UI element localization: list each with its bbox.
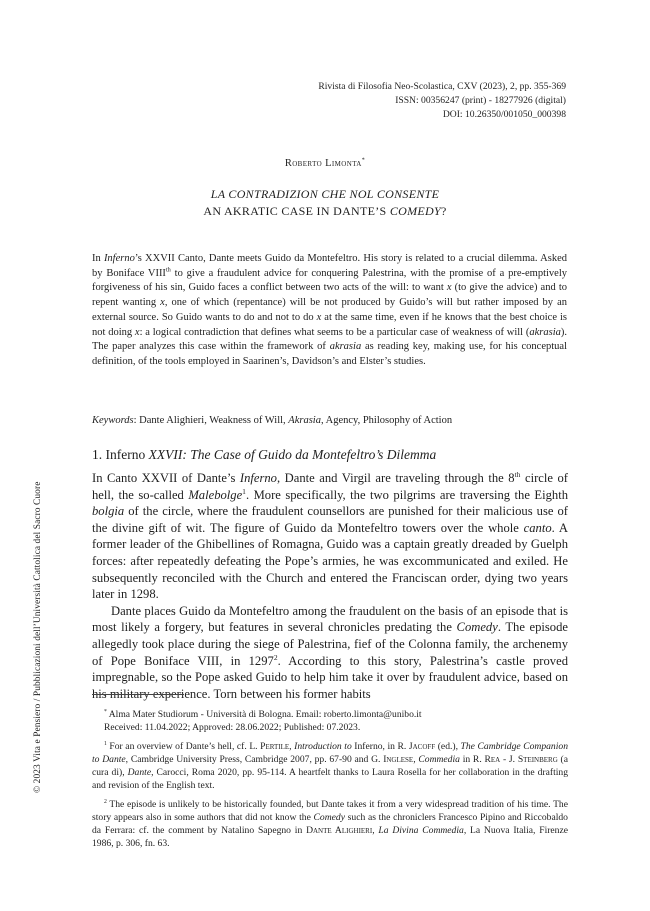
footnote-dates: Received: 11.04.2022; Approved: 28.06.2022; Published: 07.2023.: [104, 722, 361, 733]
copyright-text: © 2023 Vita e Pensiero / Pubblicazioni dell’Università Cattolica del Sacro Cuore: [33, 481, 43, 793]
journal-header: [318, 80, 566, 122]
footnote-divider: [92, 694, 184, 695]
paragraph-2: Dante places Guido da Montefeltro among the fraudulent on the basis of an episode that is most likely a forgery, but features in several chronicles predating the Comedy. The episode allegedly took place during the siege of Palestrina, fief of the Colonna family, the archenemy of Pope Boniface VIII, in 1297$^2$. According to this story, Palestrina’s castle proved impregnable, so the Pope asked Guido to help him take it over by fraudulent advice, based on his military experience. Torn between his former habits: [92, 603, 568, 701]
title-line-2-suffix: ?: [440, 204, 447, 218]
body-text: [92, 470, 568, 702]
author-name: [0, 158, 650, 169]
paragraph-1: In Canto XXVII of Dante’s Inferno, Dante and Virgil are traveling through the 8th circle of hell, the so-called Malebolge$^1$. More specifically, the two pilgrims are traversing the Eighth bolgia of the circle, where the fraudulent counsellors are punished for their malicious use of the divine gift of wit. The figure of Guido da Montefeltro towers over the whole canto. A former leader of the Ghibellines of Romagna, Guido was a captain greatly dreaded by Guelph forces: after repeatedly defeating the Pope’s armies, he was excommunicated and exiled. He subsequently reconciled with the Church and entered the Franciscan order, dying two years later in 1298.: [92, 469, 568, 602]
journal-doi: DOI: 10.26350/001050_000398: [442, 109, 566, 120]
section-heading: [92, 447, 572, 463]
title-line-2: [0, 203, 650, 220]
footnote-author: * Alma Mater Studiorum - Università di Bologna. Email: roberto.limonta@unibo.it: [104, 708, 422, 720]
author-footnote-mark: *: [361, 157, 366, 164]
section-number: 1. Inferno: [92, 447, 149, 462]
keywords-text-b: , Agency, Philosophy of Action: [320, 415, 453, 426]
title-line-2-prefix: AN AKRATIC CASE IN DANTE’S: [203, 204, 390, 218]
article-title: [0, 186, 650, 220]
title-line-1: LA CONTRADIZION CHE NOL CONSENTE: [210, 187, 440, 201]
abstract: [92, 252, 567, 370]
keywords-text-a: : Dante Alighieri, Weakness of Will,: [133, 415, 289, 426]
footnote-ref-1[interactable]: 1: [242, 486, 246, 496]
footnote-2: $^2$ The episode is unlikely to be historically founded, but Dante takes it from a very widespread tradition of his time. The story appears also in some authors that did not know the Comedy such as the chroniclers Francesco Pipino and Riccobaldo da Ferrara: cf. the comment by Natalino Sapegno in Dante Alighieri, La Divina Commedia, La Nuova Italia, Firenze 1986, p. 306, fn. 63.: [92, 798, 568, 849]
footnote-1: $^1$ For an overview of Dante’s hell, cf. L. Pertile, Introduction to Inferno, in R. Jacoff (ed.), The Cambridge Companion to Dante, Cambridge University Press, Cambridge 2007, pp. 67-90 and G. Inglese, Commedia in R. Rea - J. Steinberg (a cura di), Dante, Carocci, Roma 2020, pp. 95-114. A heartfelt thanks to Laura Rosella for her collaboration in the drafting and revision of the English text.: [92, 740, 568, 791]
title-line-2-italic: COMEDY: [389, 204, 441, 218]
keywords-label: Keywords: [92, 415, 134, 426]
journal-citation: Rivista di Filosofia Neo-Scolastica, CXV (2023), 2, pp. 355-369: [318, 81, 566, 92]
keywords: [92, 414, 567, 428]
footnote-ref-2[interactable]: 2: [273, 652, 278, 662]
footnotes: [92, 708, 568, 850]
abstract-text: In Inferno’s XXVII Canto, Dante meets Guido da Montefeltro. His story is related to a crucial dilemma. Asked by Boniface VIIIth to give a fraudulent advice for conquering Palestrina, with the promise of a pre-emptively forgiveness of his sin, Guido faces a conflict between two acts of the will: to want x (to give the advice) and to repent wanting x, one of which (repentance) will be not produced by Guido’s will but rather imposed by an external source. So Guido wants to do and not to do x at the same time, even if he knows that the best choice is not doing x: a logical contradiction that defines what seems to be a particular case of weakness of will (akrasia). The paper analyzes this case within the framework of akrasia as reading key, making use, for his conceptual definition, of the tools employed in Saarinen’s, Davidson’s and Elster’s studies.: [92, 253, 568, 367]
journal-issn: ISSN: 00356247 (print) - 18277926 (digital): [395, 95, 566, 106]
section-title: XXVII: The Case of Guido da Montefeltro’s Dilemma: [148, 447, 437, 462]
author-name-text: Roberto Limonta: [284, 158, 362, 169]
keyword-akrasia: Akrasia: [288, 415, 321, 426]
